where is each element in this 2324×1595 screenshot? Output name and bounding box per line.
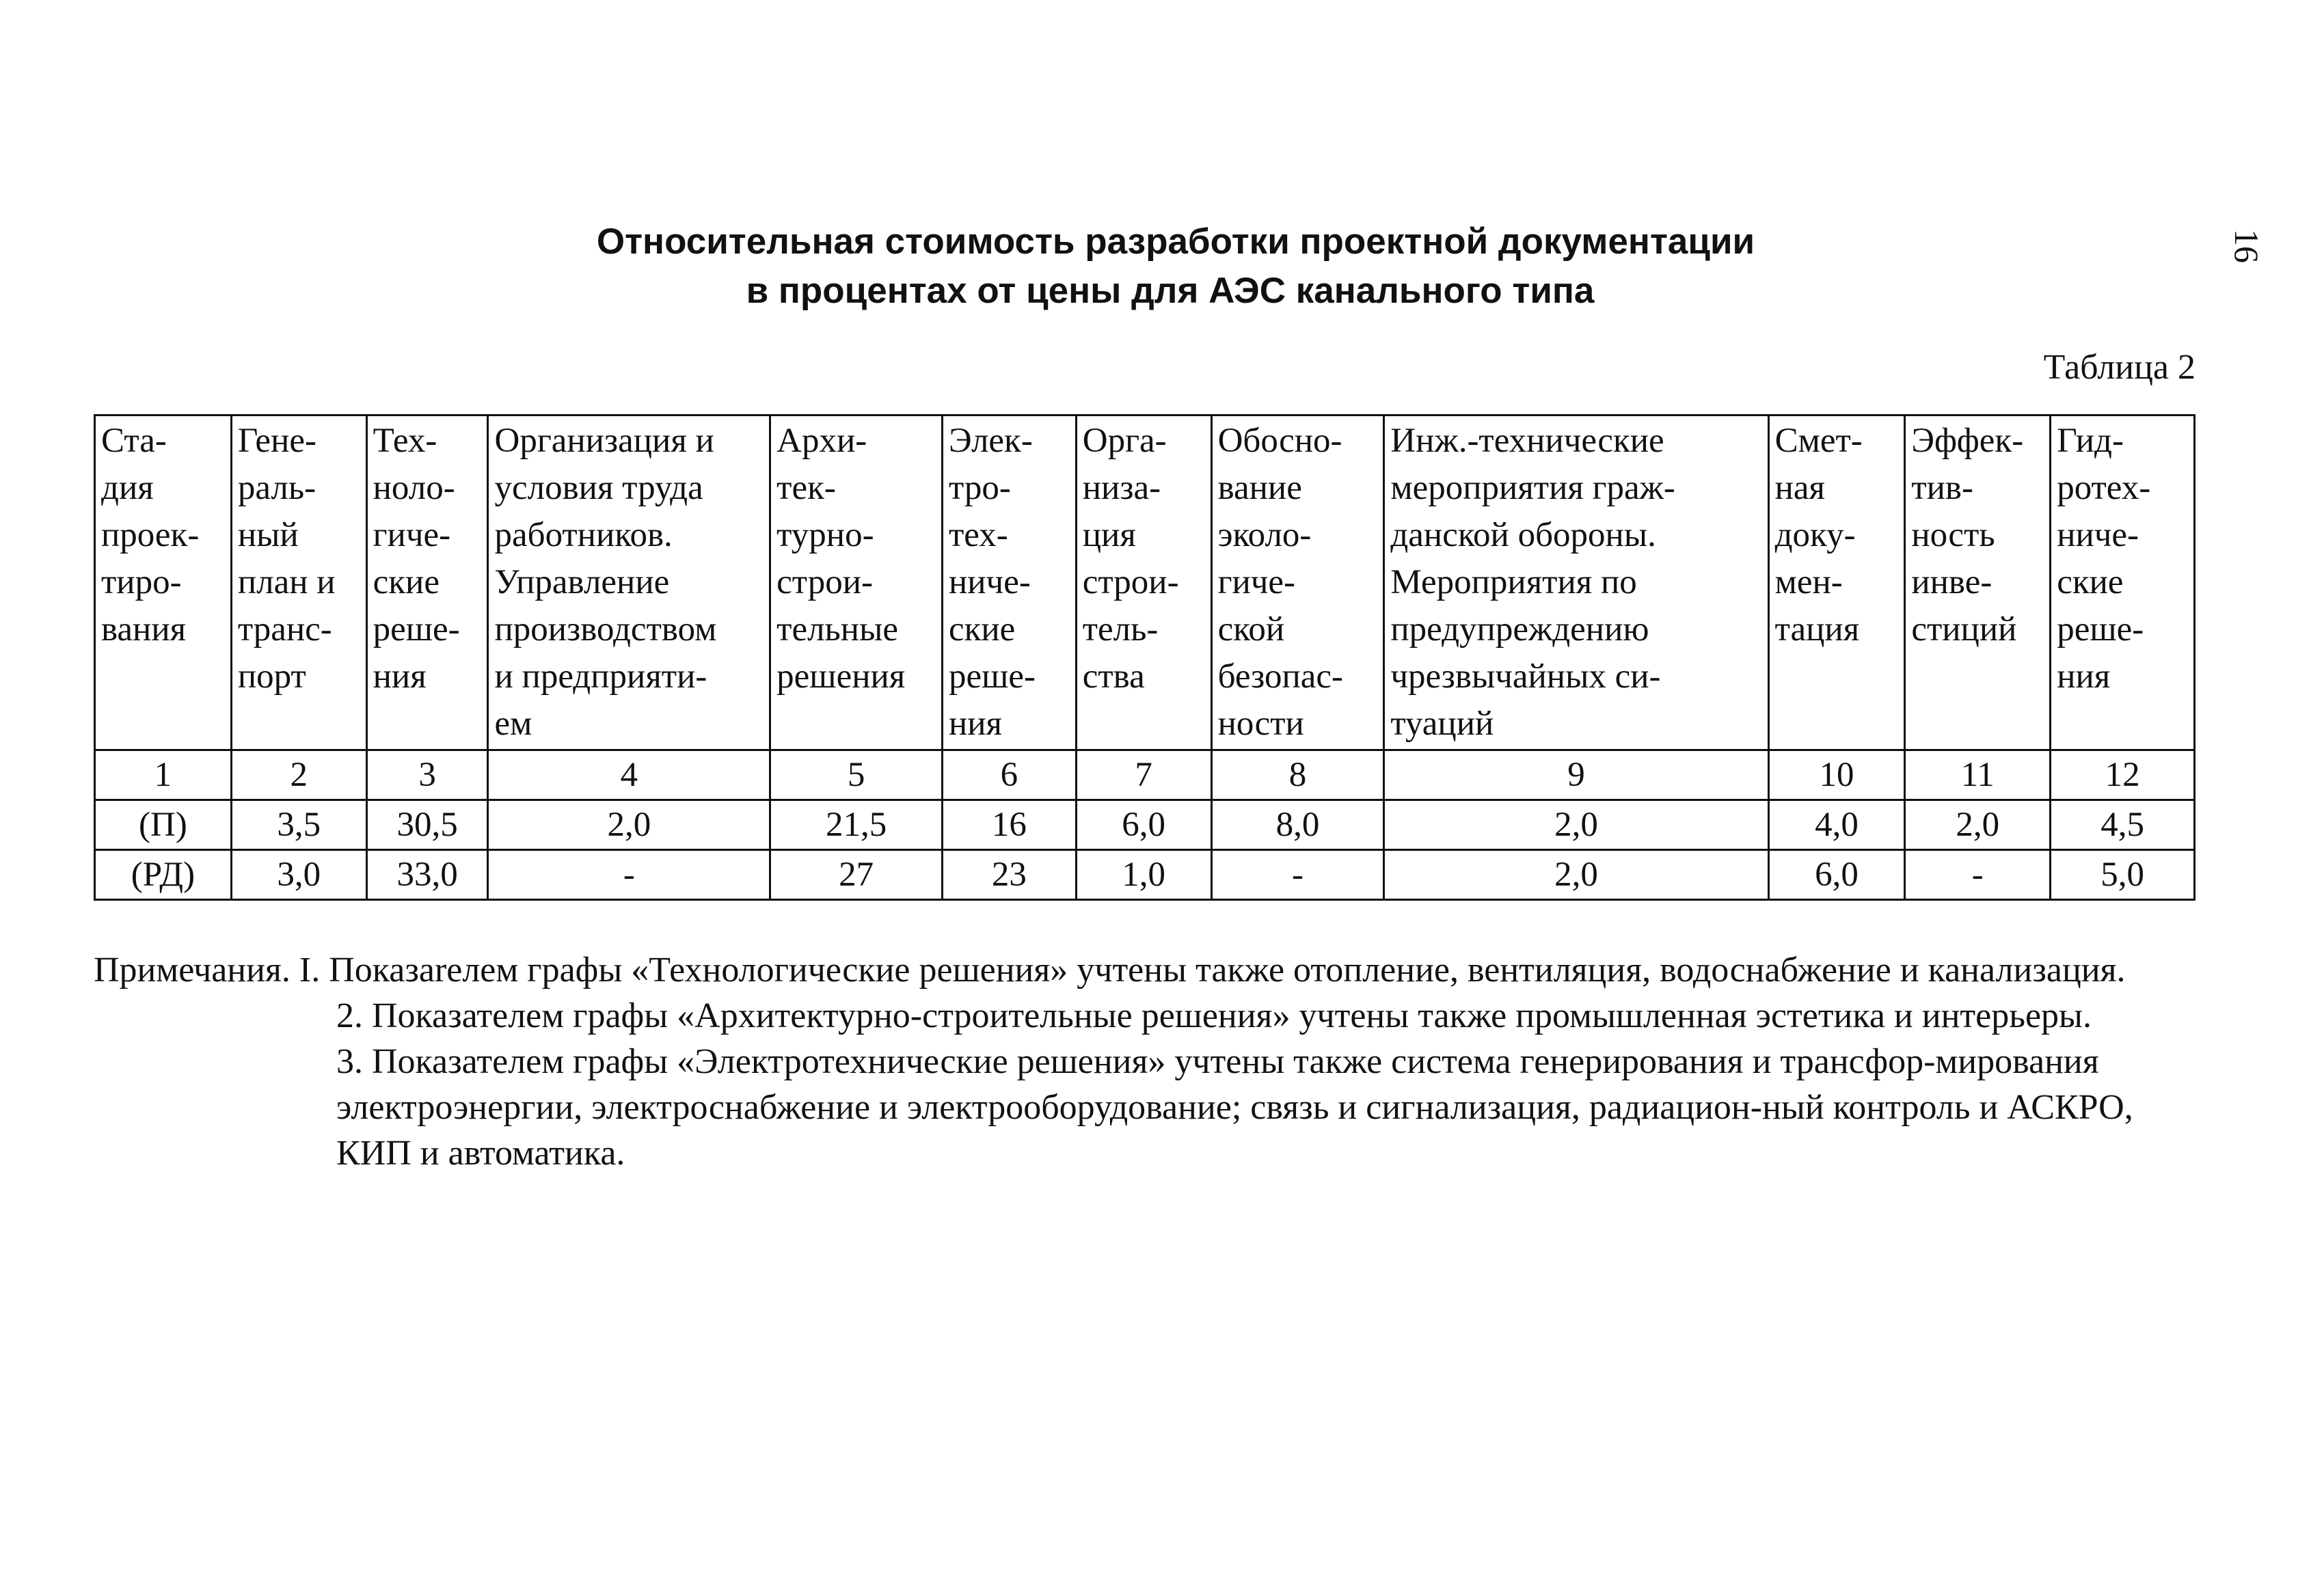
header-cell: Обосно- вание эколо- гиче- ской безопас- ности [1211, 415, 1384, 750]
value-cell: 30,5 [366, 800, 488, 850]
value-cell: 1,0 [1076, 850, 1211, 900]
value-cell: 3,5 [231, 800, 366, 850]
page-number: 16 [2228, 229, 2266, 263]
title-line-1: Относительная стоимость разработки проектной документации [596, 221, 1755, 262]
value-cell: - [1905, 850, 2051, 900]
column-number-cell: 10 [1768, 750, 1905, 800]
header-cell: Орга- низа- ция строи- тель- ства [1076, 415, 1211, 750]
header-cell: Смет- ная доку- мен- тация [1768, 415, 1905, 750]
header-cell: Эффек- тив- ность инве- стиций [1905, 415, 2051, 750]
column-number-cell: 6 [942, 750, 1076, 800]
value-cell: 6,0 [1768, 850, 1905, 900]
value-cell: 5,0 [2051, 850, 2195, 900]
header-cell: Гид- ротех- ниче- ские реше- ния [2051, 415, 2195, 750]
column-number-row [95, 750, 2195, 800]
cost-table [94, 414, 2195, 901]
value-cell: 2,0 [1384, 850, 1768, 900]
header-cell: Гене- раль- ный план и транс- порт [231, 415, 366, 750]
notes-label: Примечания. [94, 951, 290, 990]
stage-cell: (РД) [95, 850, 232, 900]
column-number-cell: 11 [1905, 750, 2051, 800]
value-cell: 16 [942, 800, 1076, 850]
table-caption: Таблица 2 [2043, 348, 2195, 387]
header-cell: Тех- ноло- гиче- ские реше- ния [366, 415, 488, 750]
column-number-cell: 4 [488, 750, 770, 800]
table-header-row [95, 415, 2195, 750]
column-number-cell: 8 [1211, 750, 1384, 800]
header-cell: Организация и условия труда работников. Управление производством и предприяти- ем [488, 415, 770, 750]
stage-cell: (П) [95, 800, 232, 850]
header-cell: Элек- тро- тех- ниче- ские реше- ния [942, 415, 1076, 750]
value-cell: 6,0 [1076, 800, 1211, 850]
note-item-1 [94, 947, 2195, 993]
table-row-rd [95, 850, 2195, 900]
value-cell: 2,0 [488, 800, 770, 850]
document-title [0, 217, 2324, 316]
value-cell: 2,0 [1905, 800, 2051, 850]
value-cell: 4,5 [2051, 800, 2195, 850]
table-row-p [95, 800, 2195, 850]
note-item-2: 2. Показателем графы «Архитектурно-строительные решения» учтены также промышленная эстетика и интерьеры. [336, 996, 2092, 1035]
column-number-cell: 7 [1076, 750, 1211, 800]
value-cell: - [488, 850, 770, 900]
value-cell: 3,0 [231, 850, 366, 900]
column-number-cell: 9 [1384, 750, 1768, 800]
header-cell: Инж.-технические мероприятия граж- данской обороны. Мероприятия по предупреждению чрезвычайных си- туаций [1384, 415, 1768, 750]
value-cell: 2,0 [1384, 800, 1768, 850]
value-cell: 27 [770, 850, 943, 900]
value-cell: - [1211, 850, 1384, 900]
header-cell: Архи- тек- турно- строи- тельные решения [770, 415, 943, 750]
column-number-cell: 5 [770, 750, 943, 800]
value-cell: 8,0 [1211, 800, 1384, 850]
title-line-2: в процентах от цены для АЭС канального типа [746, 271, 1595, 311]
note-text: I. Показаrелем графы «Технологические решения» учтены также отопление, вентиляция, водоснабжение и канализация. [299, 951, 2126, 990]
header-cell: Ста- дия проек- тиро- вания [95, 415, 232, 750]
notes-section [94, 947, 2195, 1176]
column-number-cell: 12 [2051, 750, 2195, 800]
column-number-cell: 2 [231, 750, 366, 800]
value-cell: 33,0 [366, 850, 488, 900]
note-item-3: 3. Показателем графы «Электротехнические решения» учтены также система генерирования и трансфор-мирования электроэнергии, электроснабжение и электрооборудование; связь и сигнализация, радиацион-ный контроль и АСКРО, КИП и автоматика. [336, 1042, 2133, 1173]
column-number-cell: 1 [95, 750, 232, 800]
column-number-cell: 3 [366, 750, 488, 800]
value-cell: 23 [942, 850, 1076, 900]
value-cell: 4,0 [1768, 800, 1905, 850]
value-cell: 21,5 [770, 800, 943, 850]
